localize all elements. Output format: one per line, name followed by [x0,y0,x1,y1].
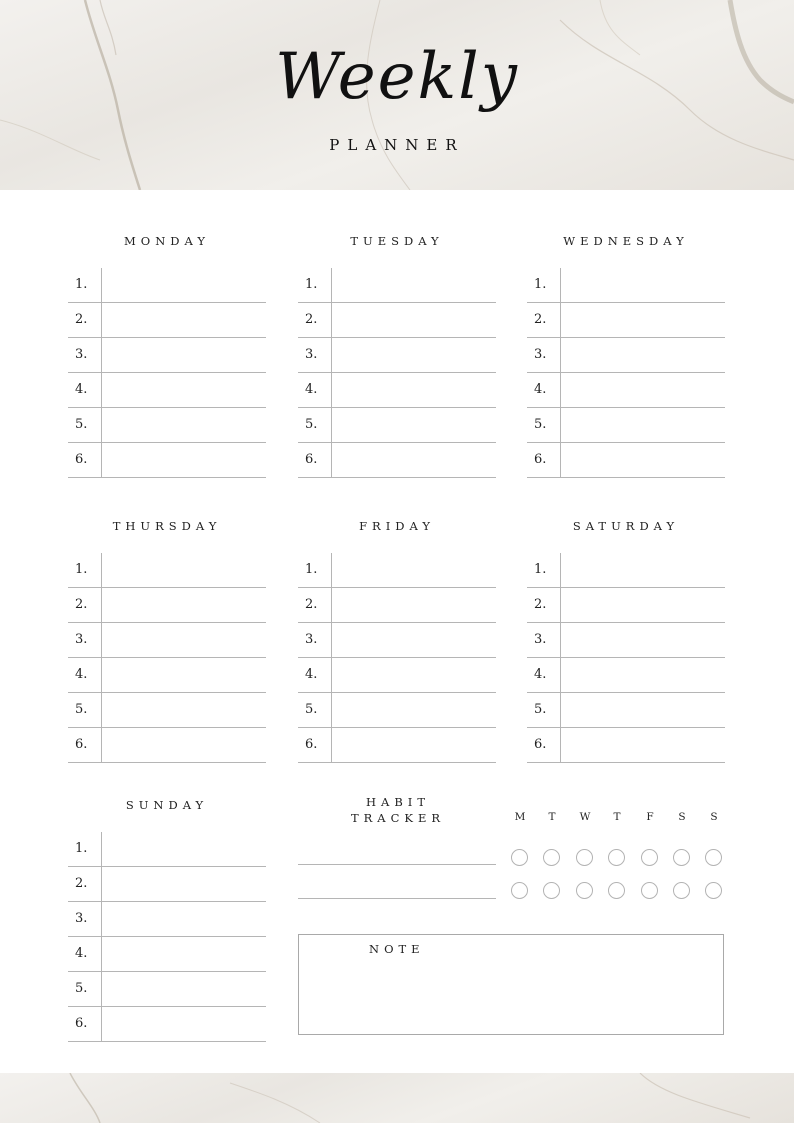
habit-checkbox[interactable] [705,849,722,866]
task-number: 5. [305,417,318,432]
task-number: 1. [75,562,88,577]
page-subtitle: PLANNER [329,136,465,154]
habit-weekday-label: T [548,811,556,823]
task-entry-field[interactable] [102,443,266,477]
day-title: THURSDAY [112,519,222,533]
habit-checkbox[interactable] [576,849,593,866]
task-entry-field[interactable] [561,268,725,302]
task-row [68,902,266,937]
task-number: 2. [75,876,88,891]
task-row [527,268,725,303]
task-number: 6. [75,1016,88,1031]
task-row [68,867,266,902]
task-number: 4. [75,667,88,682]
task-number: 5. [75,981,88,996]
task-entry-field[interactable] [561,623,725,657]
task-number: 4. [305,382,318,397]
task-row [527,693,725,728]
task-entry-field[interactable] [561,553,725,587]
habit-checkbox[interactable] [543,882,560,899]
task-number: 6. [534,452,547,467]
task-row [527,443,725,478]
marble-veins-bottom [0,1073,794,1123]
habit-weekday-label: F [646,811,654,823]
task-number: 3. [75,911,88,926]
task-row [527,303,725,338]
task-number: 3. [75,632,88,647]
task-number: 3. [534,347,547,362]
task-number: 6. [75,452,88,467]
habit-checkbox[interactable] [673,882,690,899]
task-entry-field[interactable] [332,588,496,622]
task-entry-field[interactable] [561,693,725,727]
task-list [527,268,725,478]
task-row [68,338,266,373]
task-entry-field[interactable] [561,338,725,372]
task-row [68,658,266,693]
task-entry-field[interactable] [561,443,725,477]
task-number: 1. [534,277,547,292]
task-row [298,303,496,338]
task-number: 3. [305,347,318,362]
task-entry-field[interactable] [102,623,266,657]
task-row [68,937,266,972]
habit-weekday-label: S [710,811,718,823]
task-number: 4. [75,382,88,397]
task-row [68,832,266,867]
task-entry-field[interactable] [332,693,496,727]
task-row [68,268,266,303]
task-number: 6. [305,737,318,752]
task-entry-field[interactable] [561,728,725,762]
task-number: 5. [75,417,88,432]
task-entry-field[interactable] [102,373,266,407]
task-row [68,588,266,623]
page-title: Weekly [275,40,519,114]
marble-footer-background [0,1073,794,1123]
task-row [527,338,725,373]
task-number: 2. [305,597,318,612]
task-row [298,693,496,728]
task-row [298,623,496,658]
task-entry-field[interactable] [561,373,725,407]
task-number: 5. [305,702,318,717]
task-row [527,408,725,443]
task-entry-field[interactable] [332,443,496,477]
habit-weekday-label: W [579,811,591,823]
task-entry-field[interactable] [102,658,266,692]
task-list [298,553,496,763]
habit-checkbox[interactable] [608,882,625,899]
task-number: 1. [534,562,547,577]
habit-tracker-title [298,794,498,826]
habit-checkbox[interactable] [608,849,625,866]
task-row [527,658,725,693]
task-row [298,338,496,373]
habit-checkbox[interactable] [641,849,658,866]
task-number: 2. [534,597,547,612]
task-entry-field[interactable] [102,867,266,901]
habit-checkbox[interactable] [543,849,560,866]
habit-weekday-label: T [613,811,621,823]
task-list [68,268,266,478]
task-list [527,553,725,763]
day-title: TUESDAY [350,234,444,248]
task-row [298,408,496,443]
habit-tracker-title-line1: HABIT [366,795,430,809]
task-entry-field[interactable] [561,408,725,442]
task-entry-field[interactable] [332,623,496,657]
habit-weekday-label: S [678,811,686,823]
task-entry-field[interactable] [102,1007,266,1041]
task-entry-field[interactable] [102,553,266,587]
day-title: SUNDAY [125,798,209,812]
task-number: 1. [305,562,318,577]
task-row [68,303,266,338]
task-row [68,728,266,763]
task-entry-field[interactable] [332,408,496,442]
task-entry-field[interactable] [561,658,725,692]
habit-checkbox[interactable] [576,882,593,899]
task-number: 5. [534,702,547,717]
task-number: 5. [75,702,88,717]
task-row [68,1007,266,1042]
task-entry-field[interactable] [561,303,725,337]
day-title: SATURDAY [572,519,680,533]
habit-tracker-title-line2: TRACKER [350,811,446,825]
task-entry-field[interactable] [332,303,496,337]
task-row [298,553,496,588]
task-number: 1. [75,277,88,292]
day-title: WEDNESDAY [563,234,689,248]
task-number: 4. [534,382,547,397]
task-row [298,728,496,763]
task-entry-field[interactable] [102,408,266,442]
task-entry-field[interactable] [332,728,496,762]
task-entry-field[interactable] [102,902,266,936]
task-row [68,693,266,728]
task-row [298,443,496,478]
task-row [527,553,725,588]
task-entry-field[interactable] [102,338,266,372]
task-row [527,623,725,658]
task-row [68,373,266,408]
task-entry-field[interactable] [102,832,266,866]
task-row [298,588,496,623]
habit-checkbox[interactable] [641,882,658,899]
task-number: 2. [534,312,547,327]
note-label: NOTE [369,942,425,956]
task-number: 6. [75,737,88,752]
task-number: 3. [305,632,318,647]
task-entry-field[interactable] [102,728,266,762]
task-number: 4. [534,667,547,682]
task-row [527,728,725,763]
task-entry-field[interactable] [561,588,725,622]
task-row [298,658,496,693]
task-list [68,553,266,763]
habit-line-2[interactable] [298,898,496,899]
task-entry-field[interactable] [332,338,496,372]
task-number: 1. [75,841,88,856]
task-number: 3. [534,632,547,647]
note-box[interactable] [298,934,724,1035]
task-number: 5. [534,417,547,432]
task-row [68,443,266,478]
task-number: 2. [305,312,318,327]
task-entry-field[interactable] [102,972,266,1006]
task-number: 3. [75,347,88,362]
task-entry-field[interactable] [102,588,266,622]
task-row [527,588,725,623]
habit-checkbox[interactable] [511,849,528,866]
task-number: 4. [305,667,318,682]
task-number: 6. [305,452,318,467]
task-list [298,268,496,478]
task-number: 2. [75,597,88,612]
task-number: 2. [75,312,88,327]
task-row [68,972,266,1007]
habit-weekday-label: M [514,811,526,823]
task-row [68,623,266,658]
habit-checkbox[interactable] [511,882,528,899]
day-title: MONDAY [124,234,210,248]
day-title: FRIDAY [359,519,435,533]
task-entry-field[interactable] [102,693,266,727]
task-number: 1. [305,277,318,292]
task-row [527,373,725,408]
task-row [298,268,496,303]
habit-line-1[interactable] [298,864,496,865]
task-entry-field[interactable] [332,553,496,587]
task-row [68,553,266,588]
task-number: 4. [75,946,88,961]
habit-checkbox[interactable] [705,882,722,899]
task-entry-field[interactable] [102,937,266,971]
task-entry-field[interactable] [332,373,496,407]
task-entry-field[interactable] [332,268,496,302]
task-entry-field[interactable] [102,268,266,302]
task-entry-field[interactable] [332,658,496,692]
habit-checkbox[interactable] [673,849,690,866]
task-row [68,408,266,443]
task-row [298,373,496,408]
task-list [68,832,266,1042]
task-number: 6. [534,737,547,752]
task-entry-field[interactable] [102,303,266,337]
